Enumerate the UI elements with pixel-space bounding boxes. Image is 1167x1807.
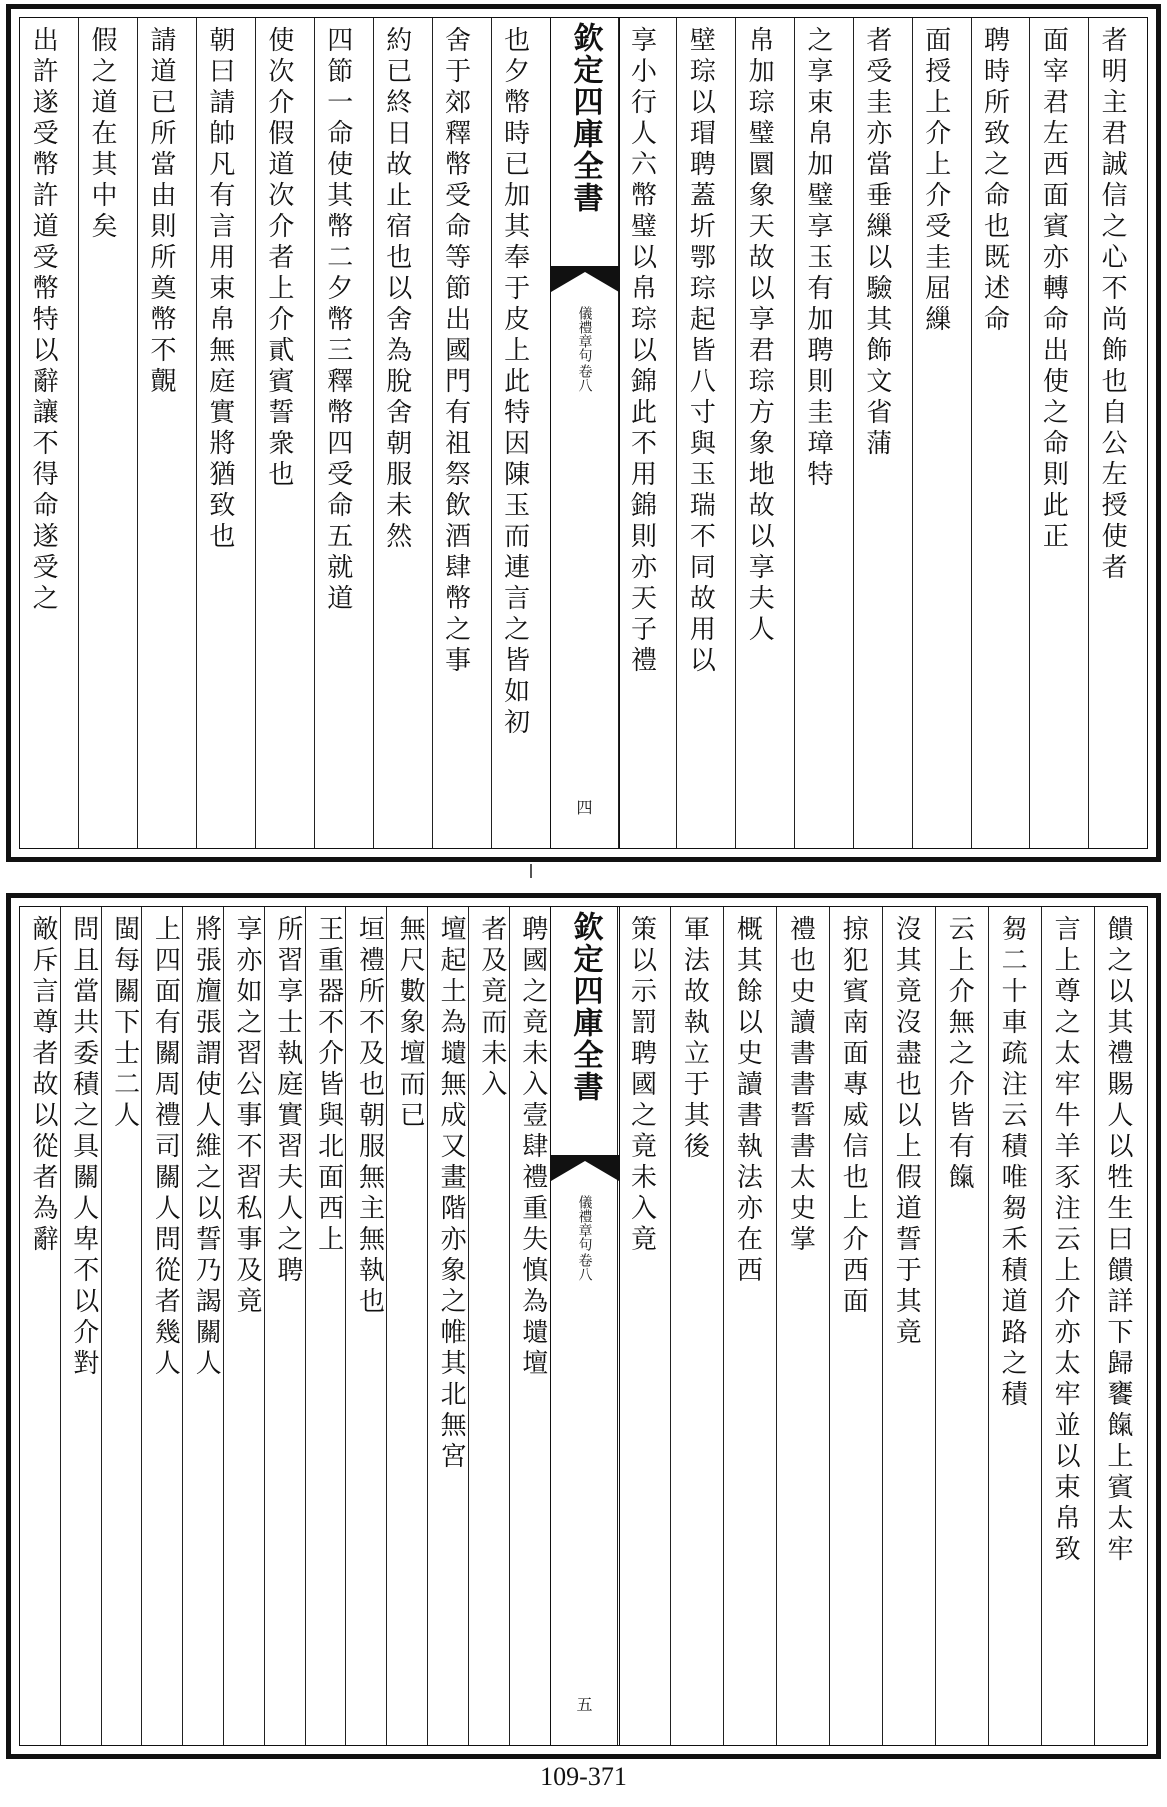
volume-title: 儀禮章句 — [576, 306, 593, 362]
text-column: 也夕幣時已加其奉于皮上此特因陳玉而連言之皆如初 — [491, 18, 550, 848]
text-column: 沒其竟沒盡也以上假道誓于其竟 — [882, 907, 935, 1745]
volume-number: 卷八 — [576, 1253, 593, 1281]
text-column: 之享束帛加璧享玉有加聘則圭璋特 — [794, 18, 853, 848]
text-column: 無尺數象壇而已 — [386, 907, 427, 1745]
text-column: 將張旜張謂使人維之以誓乃謁關人 — [182, 907, 223, 1745]
volume-label — [577, 1195, 593, 1281]
text-column: 問且當共委積之具關人卑不以介對 — [60, 907, 101, 1745]
fish-tail-mark-icon — [551, 266, 619, 292]
page-number: 四 — [576, 798, 593, 817]
text-column: 言上尊之太牢牛羊豕注云上介亦太牢並以束帛致 — [1041, 907, 1094, 1745]
text-column: 享小行人六幣璧以帛琮以錦此不用錦則亦天子禮 — [618, 18, 677, 848]
text-column: 者明主君誠信之心不尚飾也自公左授使者 — [1088, 18, 1147, 848]
text-column: 享亦如之習公事不習私事及竟 — [223, 907, 264, 1745]
top-page-frame — [19, 17, 1148, 849]
text-column: 王重器不介皆與北面西上 — [305, 907, 346, 1745]
text-column: 所習享士執庭實習夫人之聘 — [264, 907, 305, 1745]
text-column: 帛加琮璧圜象天故以享君琮方象地故以享夫人 — [735, 18, 794, 848]
bottom-page — [6, 893, 1161, 1759]
bottom-right-half — [618, 907, 1148, 1745]
text-column: 四節一命使其幣二夕幣三釋幣四受命五就道 — [314, 18, 373, 848]
text-column: 面授上介上介受圭屈繅 — [912, 18, 971, 848]
top-page — [6, 4, 1161, 862]
text-column: 朝曰請帥凡有言用束帛無庭實將猶致也 — [196, 18, 255, 848]
text-column: 聘國之竟未入壹肆禮重失慎為壝壇 — [509, 907, 550, 1745]
text-column: 壇起土為壝無成又畫階亦象之帷其北無宮 — [427, 907, 468, 1745]
text-column: 掠犯賓南面專威信也上介西面 — [829, 907, 882, 1745]
text-column: 饋之以其禮賜人以牲生曰饋詳下歸饔餼上賓太牢 — [1094, 907, 1147, 1745]
text-column: 垣禮所不及也朝服無主無執也 — [345, 907, 386, 1745]
text-column: 請道已所當由則所奠幣不覿 — [137, 18, 196, 848]
text-column: 舍于郊釋幣受命等節出國門有祖祭飲酒肆幣之事 — [432, 18, 491, 848]
bottom-left-half — [20, 907, 550, 1745]
scan-mark — [530, 864, 532, 878]
text-column: 者受圭亦當垂繅以驗其飾文省蒲 — [853, 18, 912, 848]
text-column: 敵斥言尊者故以從者為辭 — [27, 915, 58, 1256]
bottom-page-frame — [19, 906, 1148, 1746]
text-column: 策以示罰聘國之竟未入竟 — [617, 907, 670, 1745]
text-column: 芻二十車疏注云積唯芻禾積道路之積 — [988, 907, 1041, 1745]
text-column: 約已終日故止宿也以舍為脫舍朝服未然 — [373, 18, 432, 848]
text-column: 概其餘以史讀書執法亦在西 — [723, 907, 776, 1745]
top-left-half — [20, 18, 550, 848]
text-column: 云上介無之介皆有餼 — [935, 907, 988, 1745]
text-column: 使次介假道次介者上介貳賓誓衆也 — [255, 18, 314, 848]
text-column: 壁琮以瑁聘蓋圻鄂琮起皆八寸與玉瑞不同故用以 — [676, 18, 735, 848]
book-title-banner: 欽定四庫全書 — [567, 911, 603, 1103]
scan-reference-number: 109-371 — [540, 1762, 627, 1791]
text-column: 者及竟而未入 — [468, 907, 509, 1745]
text-column: 軍法故執立于其後 — [670, 907, 723, 1745]
volume-number: 卷八 — [576, 364, 593, 392]
text-column: 禮也史讀書書誓書太史掌 — [776, 907, 829, 1745]
page-number: 五 — [576, 1695, 593, 1714]
top-right-half — [618, 18, 1148, 848]
text-column: 假之道在其中矣 — [78, 18, 137, 848]
center-fold — [550, 907, 620, 1745]
text-column: 面宰君左西面賓亦轉命出使之命則此正 — [1029, 18, 1088, 848]
volume-title: 儀禮章句 — [576, 1195, 593, 1251]
volume-label — [577, 306, 593, 392]
text-column: 閩每關下士二人 — [101, 907, 142, 1745]
center-fold — [550, 18, 620, 848]
fish-tail-mark-icon — [551, 1155, 619, 1181]
text-column: 聘時所致之命也既述命 — [971, 18, 1030, 848]
text-column: 上四面有關周禮司關人問從者幾人 — [141, 907, 182, 1745]
text-column: 出許遂受幣許道受幣特以辭讓不得命遂受之 — [28, 26, 59, 615]
book-title-banner: 欽定四庫全書 — [567, 22, 603, 214]
